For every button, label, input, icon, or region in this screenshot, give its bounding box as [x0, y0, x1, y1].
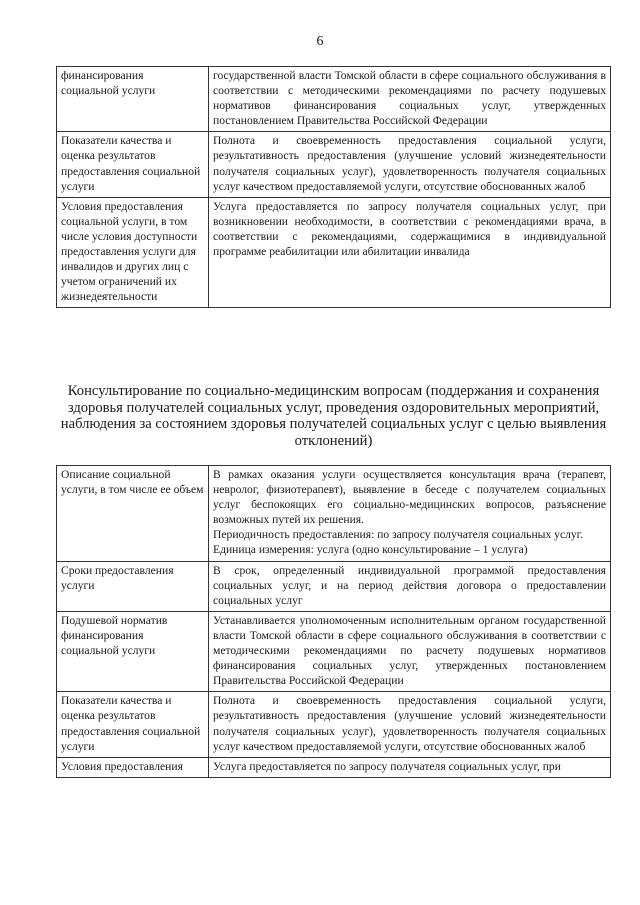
table-row-provision-conditions: [57, 197, 611, 308]
unit-paragraph: Единица измерения: услуга (одно консультирование – 1 услуга): [213, 543, 528, 557]
row-label: Условия предоставления социальной услуги, в том числе условия доступности предоставления услуги для инвалидов и других лиц с учетом ограничений их жизнедеятельности: [57, 197, 209, 308]
table-row-terms: [57, 561, 611, 611]
row-value: Полнота и своевременность предоставления социальной услуги, результативность предоставления (улучшение условий жизнедеятельности получателя социальных услуг), удовлетворенность получателя социальных услуг качеством предоставляемой услуги, отсутствие обоснованных жалоб: [209, 692, 611, 757]
table-row-quality-indicators: [57, 132, 611, 197]
row-value: Устанавливается уполномоченным исполнительным органом государственной власти Томской области в сфере социального обслуживания в соответствии с методическими рекомендациями по расчету подушевых нормативов финансирования социальных услуг, утвержденных постановлением Правительства Российской Федерации: [209, 611, 611, 691]
page-number: 6: [316, 34, 324, 49]
table-row-quality-indicators: [57, 692, 611, 757]
table-row-provision-conditions: [57, 757, 611, 777]
row-value: Полнота и своевременность предоставления социальной услуги, результативность предоставления (улучшение условий жизнедеятельности получателя социальных услуг), удовлетворенность получателя социальных услуг качеством предоставляемой услуги, отсутствие обоснованных жалоб: [209, 132, 611, 197]
row-label: Условия предоставления: [57, 757, 209, 777]
row-label: Описание социальной услуги, в том числе ее объем: [57, 466, 209, 562]
description-paragraph: В рамках оказания услуги осуществляется консультация врача (терапевт, невролог, физиотерапевт), выявление в беседе с получателем социальных услуг беспокоящих его социально-медицинских вопросов, разъяснение возможных путей их решения.: [213, 468, 606, 527]
row-value: государственной власти Томской области в сфере социального обслуживания в соответствии с методическими рекомендациями по расчету подушевых нормативов финансирования социальных услуг, утвержденных постановлением Правительства Российской Федерации: [209, 67, 611, 132]
table-row-financing-continued: [57, 67, 611, 132]
table-row-description: [57, 466, 611, 562]
table-row-financing-norm: [57, 611, 611, 691]
services-table-continued: [56, 66, 611, 308]
row-label: Показатели качества и оценка результатов предоставления социальной услуги: [57, 692, 209, 757]
row-label: Подушевой норматив финансирования социальной услуги: [57, 611, 209, 691]
consultation-service-table: [56, 465, 611, 778]
section-title: Консультирование по социально-медицинским вопросам (поддержания и сохранения здоровья получателей социальных услуг, проведения оздоровительных мероприятий, наблюдения за состоянием здоровья получателей социальных услуг с целью выявления отклонений): [60, 383, 607, 449]
row-label: Сроки предоставления услуги: [57, 561, 209, 611]
row-value: Услуга предоставляется по запросу получателя социальных услуг, при возникновении необходимости, в соответствии с рекомендациями врача, в соответствии с рекомендациями, содержащимися в индивидуальной программе реабилитации или абилитации инвалида: [209, 197, 611, 308]
row-label: финансирования социальной услуги: [57, 67, 209, 132]
periodicity-paragraph: Периодичность предоставления: по запросу получателя социальных услуг.: [213, 528, 584, 542]
row-value: Услуга предоставляется по запросу получателя социальных услуг, при: [209, 757, 611, 777]
row-value: [209, 466, 611, 562]
row-value: В срок, определенный индивидуальной программой предоставления социальных услуг, и на период действия договора о предоставлении социальных услуг: [209, 561, 611, 611]
row-label: Показатели качества и оценка результатов предоставления социальной услуги: [57, 132, 209, 197]
